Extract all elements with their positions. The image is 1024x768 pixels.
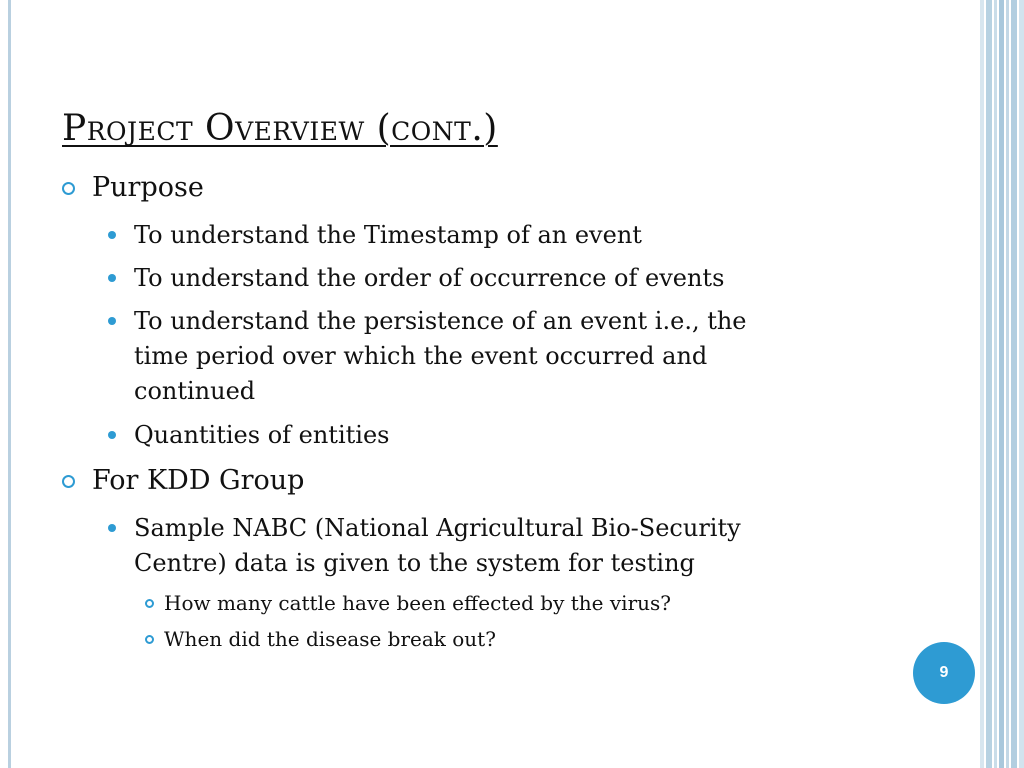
list-item-text-line: To understand the persistence of an event i.e., the <box>134 307 747 335</box>
list-item <box>134 261 724 296</box>
list-item <box>134 218 642 253</box>
list-item-text: To understand the Timestamp of an event <box>134 221 642 249</box>
page-number-badge: 9 <box>913 642 975 704</box>
section-heading-label: Purpose <box>92 172 204 203</box>
left-border-decoration <box>8 0 11 768</box>
hollow-circle-bullet-icon <box>145 635 154 644</box>
right-stripe-decoration <box>999 0 1004 768</box>
right-stripe-decoration <box>1006 0 1009 768</box>
filled-dot-bullet-icon <box>108 317 116 325</box>
list-item <box>134 418 389 453</box>
right-stripe-decoration <box>994 0 997 768</box>
list-item-text: To understand the order of occurrence of events <box>134 264 725 292</box>
list-item-text-line: Centre) data is given to the system for testing <box>134 549 695 577</box>
sub-list-item-text: When did the disease break out? <box>164 627 496 651</box>
list-item-text: Quantities of entities <box>134 421 390 449</box>
slide-title: Project Overview (cont.) <box>62 108 498 149</box>
list-item <box>134 304 747 409</box>
section-heading-label: For KDD Group <box>92 465 305 496</box>
sub-list-item <box>164 627 496 651</box>
sub-list-item-text: How many cattle have been effected by the virus? <box>164 591 671 615</box>
section-heading-kdd-group <box>92 465 304 496</box>
list-item-text-line: time period over which the event occurred and <box>134 342 708 370</box>
right-stripe-decoration <box>1011 0 1017 768</box>
right-stripe-decoration <box>986 0 992 768</box>
hollow-circle-bullet-icon <box>145 599 154 608</box>
hollow-circle-bullet-icon <box>62 475 75 488</box>
filled-dot-bullet-icon <box>108 231 116 239</box>
filled-dot-bullet-icon <box>108 524 116 532</box>
list-item <box>134 511 741 581</box>
section-heading-purpose <box>92 172 204 203</box>
hollow-circle-bullet-icon <box>62 182 75 195</box>
sub-list-item <box>164 591 671 615</box>
list-item-text-line: Sample NABC (National Agricultural Bio-Security <box>134 514 741 542</box>
right-stripe-decoration <box>1019 0 1024 768</box>
list-item-text-line: continued <box>134 377 256 405</box>
filled-dot-bullet-icon <box>108 431 116 439</box>
right-stripe-decoration <box>980 0 984 768</box>
filled-dot-bullet-icon <box>108 274 116 282</box>
